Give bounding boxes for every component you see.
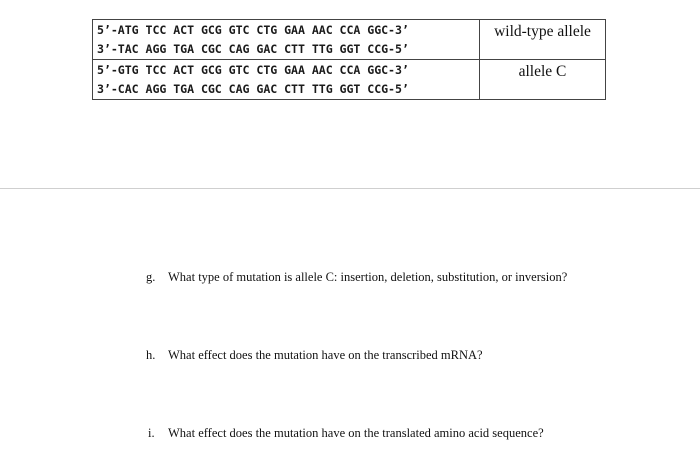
allele-c-coding-strand: 5’-GTG TCC ACT GCG GTC CTG GAA AAC CCA GGC-3’	[97, 63, 409, 77]
wild-type-template-strand: 3’-TAC AGG TGA CGC CAG GAC CTT TTG GGT CCG-5’	[97, 42, 409, 56]
allele-c-template-strand: 3’-CAC AGG TGA CGC CAG GAC CTT TTG GGT CCG-5’	[97, 82, 409, 96]
wild-type-coding-strand: 5’-ATG TCC ACT GCG GTC CTG GAA AAC CCA GGC-3’	[97, 23, 409, 37]
question-h-letter: h.	[146, 348, 156, 362]
wild-type-label: wild-type allele	[480, 20, 606, 60]
allele-sequence-table	[92, 19, 606, 100]
page-divider	[0, 188, 700, 189]
question-i	[148, 425, 544, 441]
question-g	[146, 269, 567, 285]
table-row-allele-c	[93, 60, 606, 100]
wild-type-sequence-cell	[93, 20, 480, 60]
question-i-text: What effect does the mutation have on the translated amino acid sequence?	[168, 426, 544, 440]
question-i-letter: i.	[148, 426, 155, 440]
allele-c-label: allele C	[480, 60, 606, 100]
table-row-wild-type	[93, 20, 606, 60]
question-g-letter: g.	[146, 270, 156, 284]
allele-c-sequence-cell	[93, 60, 480, 100]
question-h	[146, 347, 483, 363]
question-g-text: What type of mutation is allele C: insertion, deletion, substitution, or inversion?	[168, 270, 568, 284]
question-h-text: What effect does the mutation have on the transcribed mRNA?	[168, 348, 483, 362]
